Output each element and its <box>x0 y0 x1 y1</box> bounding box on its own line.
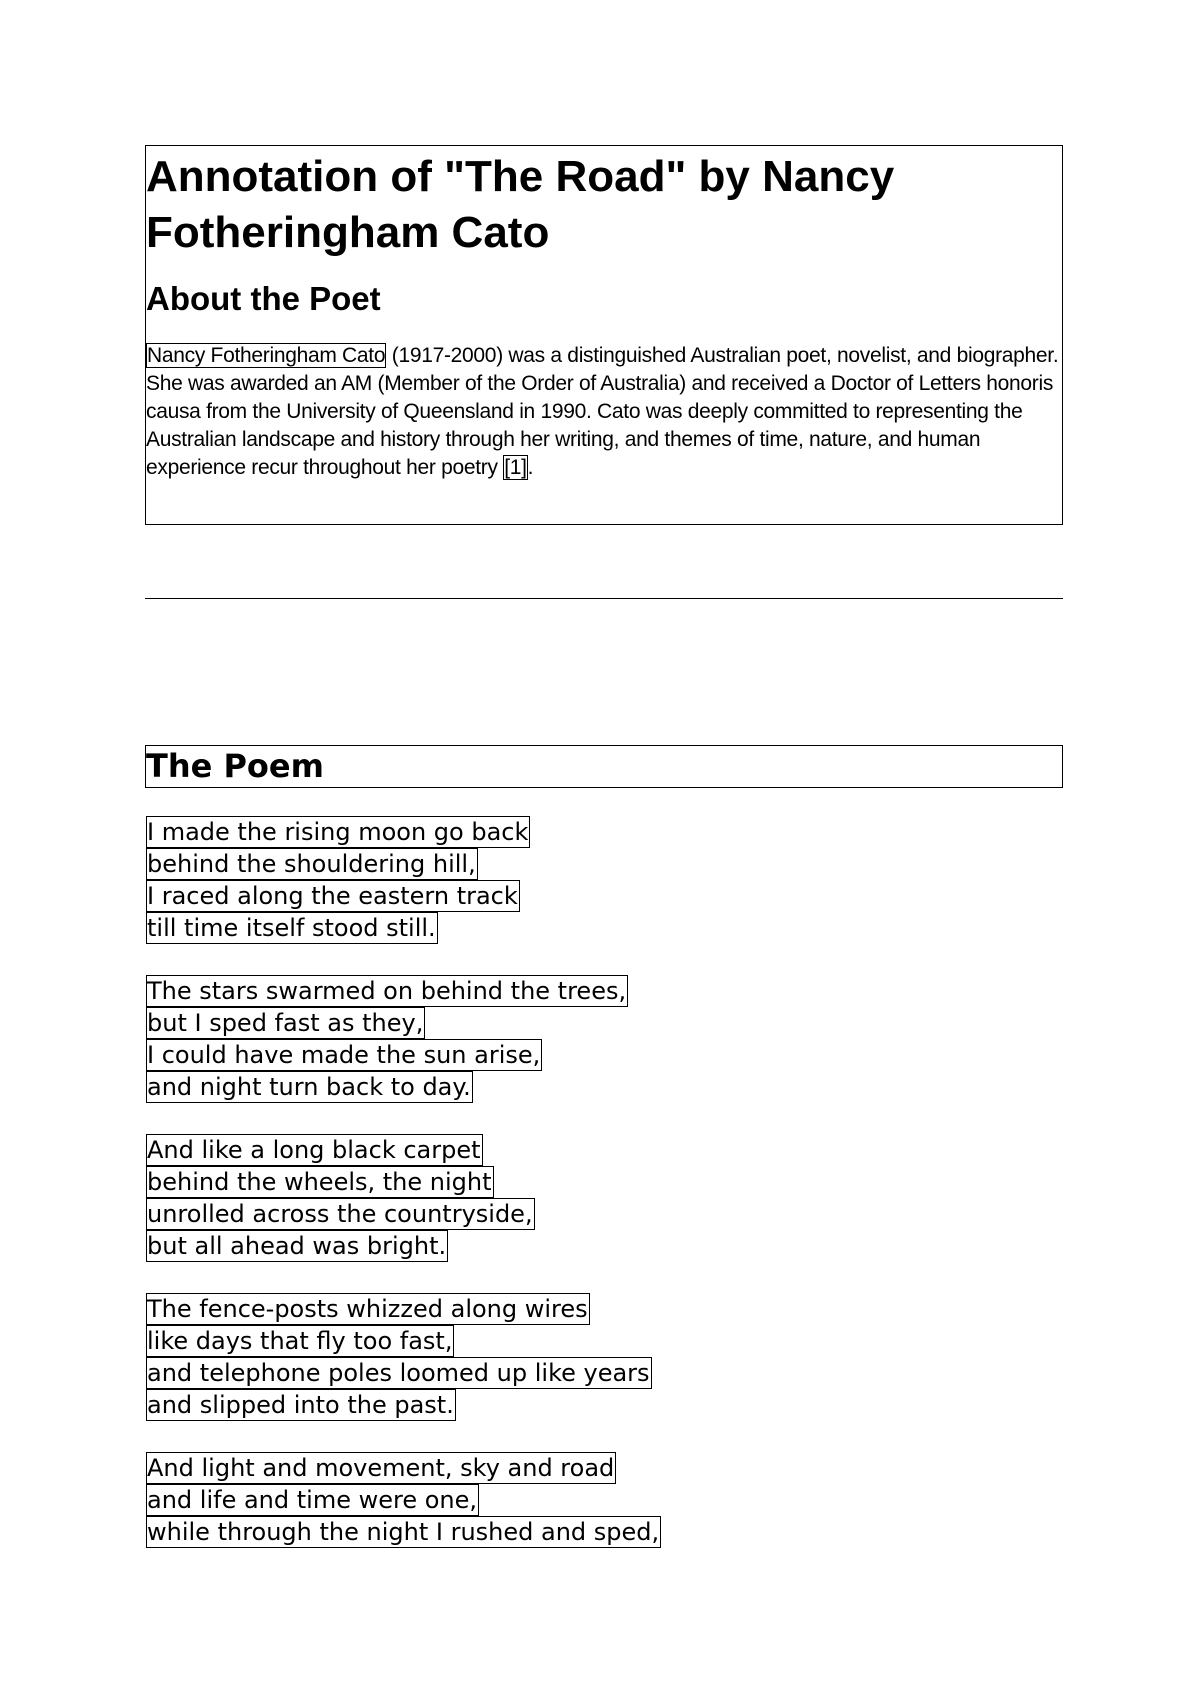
poem-stanza <box>146 975 661 1103</box>
poem-line: but I sped fast as they, <box>147 1009 424 1037</box>
poem-line: I raced along the eastern track <box>147 882 518 910</box>
bio-text: (1917-2000) was a distinguished Australian poet, novelist, and biographer. She was awarded an AM (Member of the Order of Australia) and received a Doctor of Letters honoris causa from the University of Queensland in 1990. Cato was deeply committed to representing the Australian landscape and history through her writing, and themes of time, nature, and human experience recur throughout her poetry <box>146 344 1059 479</box>
poem-line: The fence-posts whizzed along wires <box>147 1295 588 1323</box>
intro-section <box>145 145 1063 525</box>
poem-line: I made the rising moon go back <box>147 818 529 846</box>
about-heading: About the Poet <box>146 280 381 317</box>
poem-line: And light and movement, sky and road <box>147 1454 615 1482</box>
poem-line: while through the night I rushed and sped, <box>147 1518 660 1546</box>
poet-bio <box>146 342 1062 482</box>
poem-line: and telephone poles loomed up like years <box>147 1359 650 1387</box>
poem-line: I could have made the sun arise, <box>147 1041 541 1069</box>
poem-line: The stars swarmed on behind the trees, <box>147 977 627 1005</box>
poet-name-link[interactable]: Nancy Fotheringham Cato <box>147 344 386 367</box>
citation-link[interactable]: [1] <box>504 456 527 479</box>
poem-line: and slipped into the past. <box>147 1391 454 1419</box>
poem-stanza <box>146 1293 661 1421</box>
poem-line: and life and time were one, <box>147 1486 478 1514</box>
poem-line: And like a long black carpet <box>147 1136 481 1164</box>
bio-end: . <box>527 456 534 479</box>
poem-line: but all ahead was bright. <box>147 1232 447 1260</box>
poem-line: like days that fly too fast, <box>147 1327 453 1355</box>
poem-line: and night turn back to day. <box>147 1073 471 1101</box>
poem-line: unrolled across the countryside, <box>147 1200 533 1228</box>
poem-line: behind the shouldering hill, <box>147 850 476 878</box>
poem-line: behind the wheels, the night <box>147 1168 492 1196</box>
poem-line: till time itself stood still. <box>147 914 436 942</box>
poem-stanza <box>146 1452 661 1548</box>
poem-heading: The Poem <box>145 745 1063 788</box>
poem-body <box>146 816 661 1579</box>
poem-stanza <box>146 1134 661 1262</box>
document-title: Annotation of "The Road" by Nancy Fotheringham Cato <box>146 152 895 257</box>
horizontal-rule <box>145 598 1063 599</box>
poem-stanza <box>146 816 661 944</box>
